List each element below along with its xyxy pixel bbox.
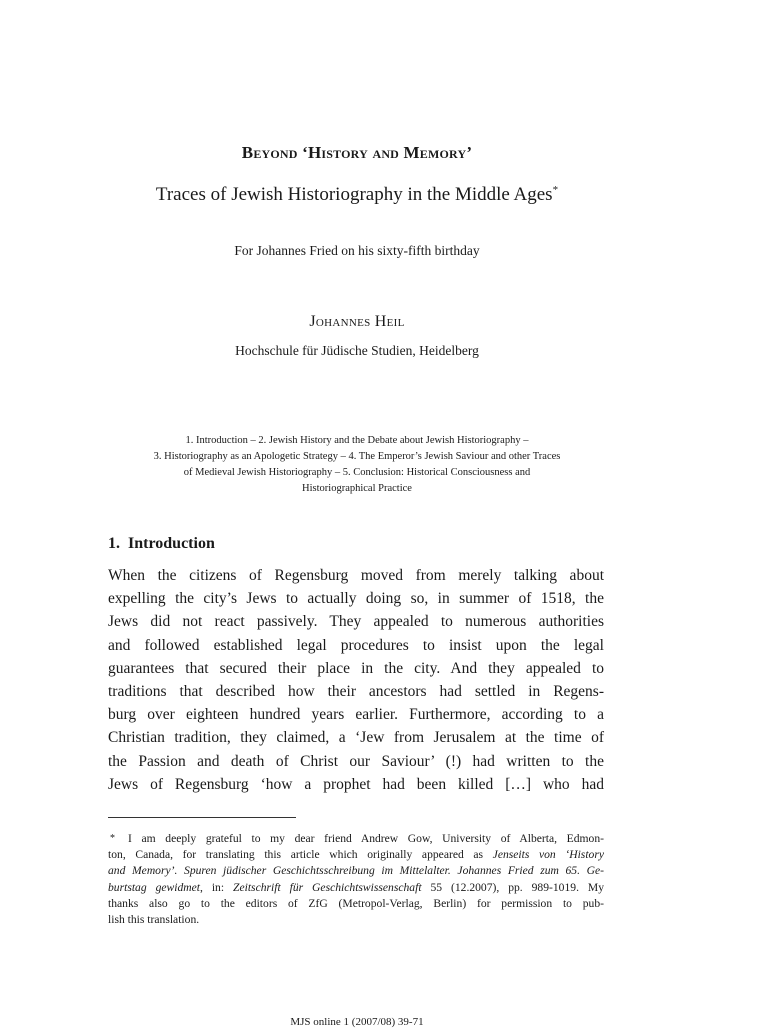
- footnote-italic-text: and Memory’. Spuren jüdischer Geschichtsschreibung im Mittelalter. Johannes Fried zum 65. Ge-: [108, 864, 604, 878]
- footnote-text: ton, Canada, for translating this article which originally appeared as: [108, 848, 493, 862]
- footnote-marker: *: [110, 833, 115, 844]
- paper-subtitle: [0, 184, 714, 206]
- toc-line: 3. Historiography as an Apologetic Strategy – 4. The Emperor’s Jewish Saviour and other Traces: [153, 451, 561, 462]
- footnote-italic-text: burtstag gewidmet: [108, 880, 201, 894]
- body-line: Jews of Regensburg ‘how a prophet had been killed […] who had: [108, 775, 604, 793]
- dedication: For Johannes Fried on his sixty-fifth birthday: [234, 243, 480, 258]
- footnote-line: I am deeply grateful to my dear friend Andrew Gow, University of Alberta, Edmon-: [128, 832, 604, 845]
- footnote-line: [108, 880, 604, 896]
- body-line: traditions that described how their ancestors had settled in Regens-: [108, 682, 604, 700]
- footnote-line: [108, 847, 604, 863]
- footnote-line: lish this translation.: [108, 912, 200, 926]
- body-line: burg over eighteen hundred years earlier. Furthermore, according to a: [108, 706, 604, 724]
- footnote-italic-text: Jenseits von ‘History: [492, 848, 604, 862]
- section-heading: [108, 535, 215, 553]
- author-affiliation: Hochschule für Jüdische Studien, Heidelberg: [235, 343, 479, 358]
- toc-line: Historiographical Practice: [302, 483, 412, 494]
- body-line: the Passion and death of Christ our Saviour’ (!) had written to the: [108, 752, 604, 770]
- footnote-line: [108, 863, 604, 879]
- body-paragraph: [108, 564, 604, 796]
- title-quote-close: ’: [466, 143, 473, 162]
- title-word-beyond: eyond: [253, 143, 298, 162]
- paper-title: [0, 143, 714, 163]
- subtitle-text: Traces of Jewish Historiography in the Middle Ages: [155, 184, 553, 205]
- section-number: 1.: [108, 535, 120, 552]
- footnote-body: [108, 831, 604, 928]
- body-line: guarantees that secured their place in the city. And they appealed to: [108, 659, 604, 677]
- body-line: and followed established legal procedures to insist upon the legal: [108, 636, 604, 654]
- footnote-text: 55 (12.2007), pp. 989-1019. My: [421, 880, 604, 894]
- title-initial-b: B: [241, 143, 254, 162]
- toc-line: of Medieval Jewish Historiography – 5. Conclusion: Historical Consciousness and: [183, 467, 531, 478]
- footnote-text: , in:: [200, 880, 234, 894]
- subtitle-footnote-marker[interactable]: *: [552, 184, 559, 196]
- footnote: [108, 831, 604, 928]
- body-line: When the citizens of Regensburg moved from merely talking about: [108, 567, 604, 584]
- title-word-memory: emory: [419, 143, 467, 162]
- body-line: Christian tradition, they claimed, a ‘Jew from Jerusalem at the time of: [108, 729, 604, 747]
- running-footer: MJS online 1 (2007/08) 39-71: [290, 1016, 424, 1028]
- author-name: Johannes Heil: [309, 313, 405, 330]
- title-quote-open: ‘: [297, 143, 308, 162]
- section-title: Introduction: [128, 535, 215, 552]
- title-initial-h: H: [307, 143, 322, 162]
- title-initial-m: M: [403, 143, 420, 162]
- title-word-history: istory and: [321, 143, 404, 162]
- footnote-divider: [108, 817, 296, 818]
- footnote-line: thanks also go to the editors of ZfG (Metropol-Verlag, Berlin) for permission to pub-: [108, 896, 604, 910]
- body-line: Jews did not react passively. They appealed to numerous authorities: [108, 613, 604, 631]
- footnote-italic-text: Zeitschrift für Geschichtswissenschaft: [233, 880, 422, 894]
- toc-line: 1. Introduction – 2. Jewish History and the Debate about Jewish Historiography –: [185, 435, 529, 446]
- body-line: expelling the city’s Jews to actually doing so, in summer of 1518, the: [108, 590, 604, 608]
- table-of-contents: [100, 433, 614, 497]
